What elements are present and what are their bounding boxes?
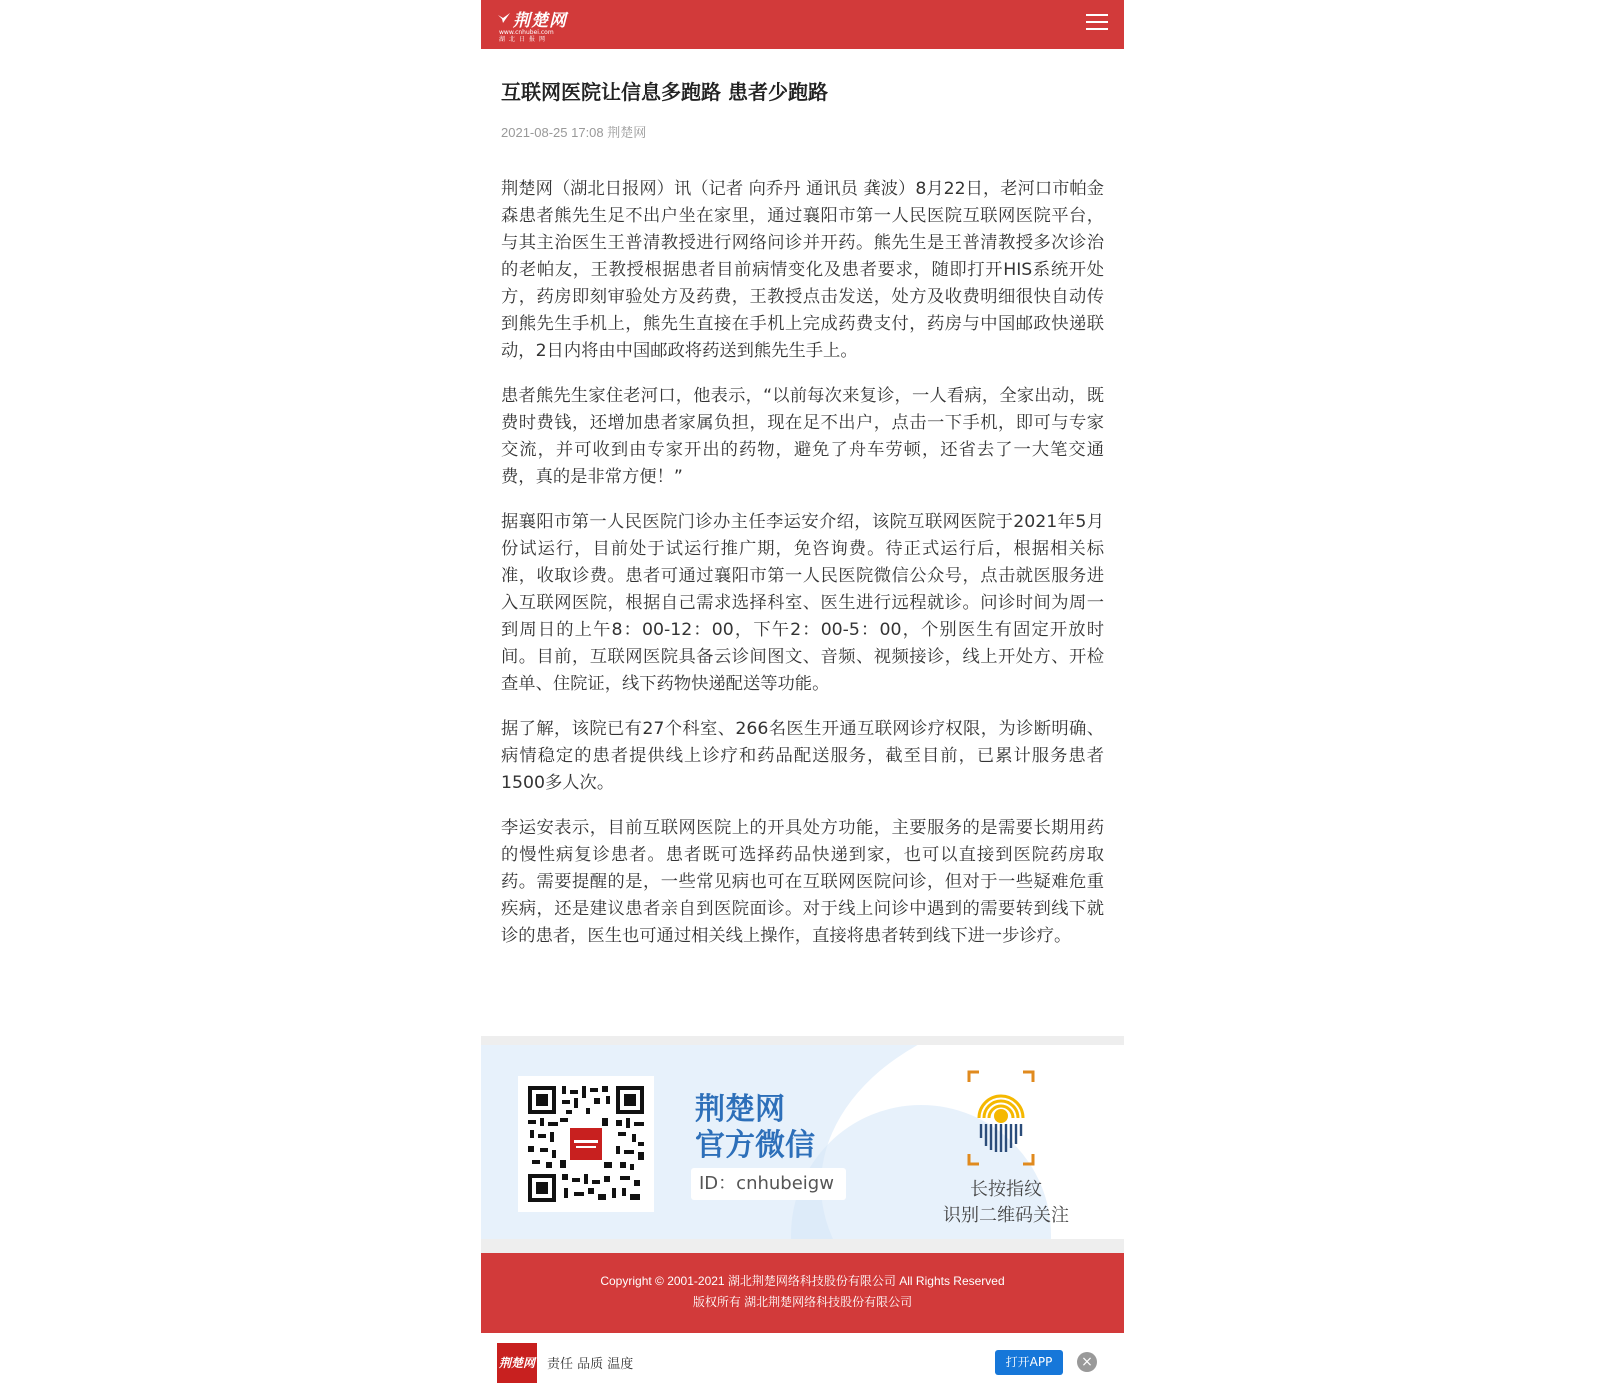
copyright-text: Copyright © 2001-2021 湖北荆楚网络科技股份有限公司 All Rights Reserved xyxy=(600,1274,1005,1288)
article-body xyxy=(501,176,1104,968)
close-icon[interactable]: × xyxy=(1077,1352,1097,1372)
open-app-bar xyxy=(481,1333,1124,1388)
article-title: 互联网医院让信息多跑路 患者少跑路 xyxy=(501,80,828,104)
divider xyxy=(481,1036,1124,1045)
article-source: 荆楚网 xyxy=(607,125,647,140)
logo-url: www.cnhubei.com xyxy=(499,29,554,36)
article-paragraph: 患者熊先生家住老河口，他表示，“以前每次来复诊，一人看病，全家出动，既费时费钱，还增加患者家属负担，现在足不出户，点击一下手机，即可与专家交流，并可收到由专家开出的药物，避免了舟车劳顿，还省去了一大笔交通费，真的是非常方便！” xyxy=(501,386,1104,487)
fingerprint-icon[interactable] xyxy=(967,1070,1035,1166)
page-column xyxy=(481,0,1124,1388)
article-paragraph: 李运安表示，目前互联网医院上的开具处方功能，主要服务的是需要长期用药的慢性病复诊患者。患者既可选择药品快递到家，也可以直接到医院药房取药。需要提醒的是，一些常见病也可在互联网医院问诊，但对于一些疑难危重疾病，还是建议患者亲自到医院面诊。对于线上问诊中遇到的需要转到线下就诊的患者，医生也可通过相关线上操作，直接将患者转到线下进一步诊疗。 xyxy=(501,818,1104,946)
wechat-follow-banner[interactable] xyxy=(481,1045,1124,1239)
article-date: 2021-08-25 17:08 xyxy=(501,125,604,140)
wechat-id: ID：cnhubeigw xyxy=(691,1168,846,1200)
site-footer xyxy=(481,1253,1124,1333)
hamburger-menu-icon[interactable] xyxy=(1086,14,1108,34)
fingerprint-caption: 长按指纹 识别二维码关注 xyxy=(943,1179,1069,1226)
divider xyxy=(481,1239,1124,1253)
qr-code-icon xyxy=(526,1084,646,1204)
site-logo[interactable] xyxy=(497,7,575,43)
rights-text: 版权所有 湖北荆楚网络科技股份有限公司 xyxy=(692,1295,913,1309)
wechat-qr-code[interactable] xyxy=(518,1076,654,1212)
app-slogan: 责任 品质 温度 xyxy=(547,1357,634,1372)
app-logo-icon: 荆楚网 xyxy=(497,1343,537,1383)
site-header xyxy=(481,0,1124,49)
article-paragraph: 据了解，该院已有27个科室、266名医生开通互联网诊疗权限，为诊断明确、病情稳定的患者提供线上诊疗和药品配送服务，截至目前，已累计服务患者1500多人次。 xyxy=(501,719,1104,793)
article-paragraph: 荆楚网（湖北日报网）讯（记者 向乔丹 通讯员 龚波）8月22日，老河口市帕金森患者熊先生足不出户坐在家里，通过襄阳市第一人民医院互联网医院平台，与其主治医生王普清教授进行网络问诊并开药。熊先生是王普清教授多次诊治的老帕友，王教授根据患者目前病情变化及患者要求，随即打开HIS系统开处方，药房即刻审验处方及药费，王教授点击发送，处方及收费明细很快自动传到熊先生手机上，熊先生直接在手机上完成药费支付，药房与中国邮政快递联动，2日内将由中国邮政将药送到熊先生手上。 xyxy=(501,179,1104,361)
open-app-button[interactable]: 打开APP xyxy=(995,1350,1063,1375)
wechat-title: 荆楚网 官方微信 xyxy=(695,1092,815,1163)
logo-bird-icon xyxy=(497,11,511,25)
article-meta xyxy=(501,122,646,141)
logo-subtitle: 湖北日报网 xyxy=(499,36,550,43)
article-paragraph: 据襄阳市第一人民医院门诊办主任李运安介绍，该院互联网医院于2021年5月份试运行，目前处于试运行推广期，免咨询费。待正式运行后，根据相关标准，收取诊费。患者可通过襄阳市第一人民医院微信公众号，点击就医服务进入互联网医院，根据自己需求选择科室、医生进行远程就诊。问诊时间为周一到周日的上午8：00-12：00，下午2：00-5：00，个别医生有固定开放时间。目前，互联网医院具备云诊间图文、音频、视频接诊，线上开处方、开检查单、住院证，线下药物快递配送等功能。 xyxy=(501,512,1104,694)
logo-text: 荆楚网 xyxy=(513,10,567,31)
